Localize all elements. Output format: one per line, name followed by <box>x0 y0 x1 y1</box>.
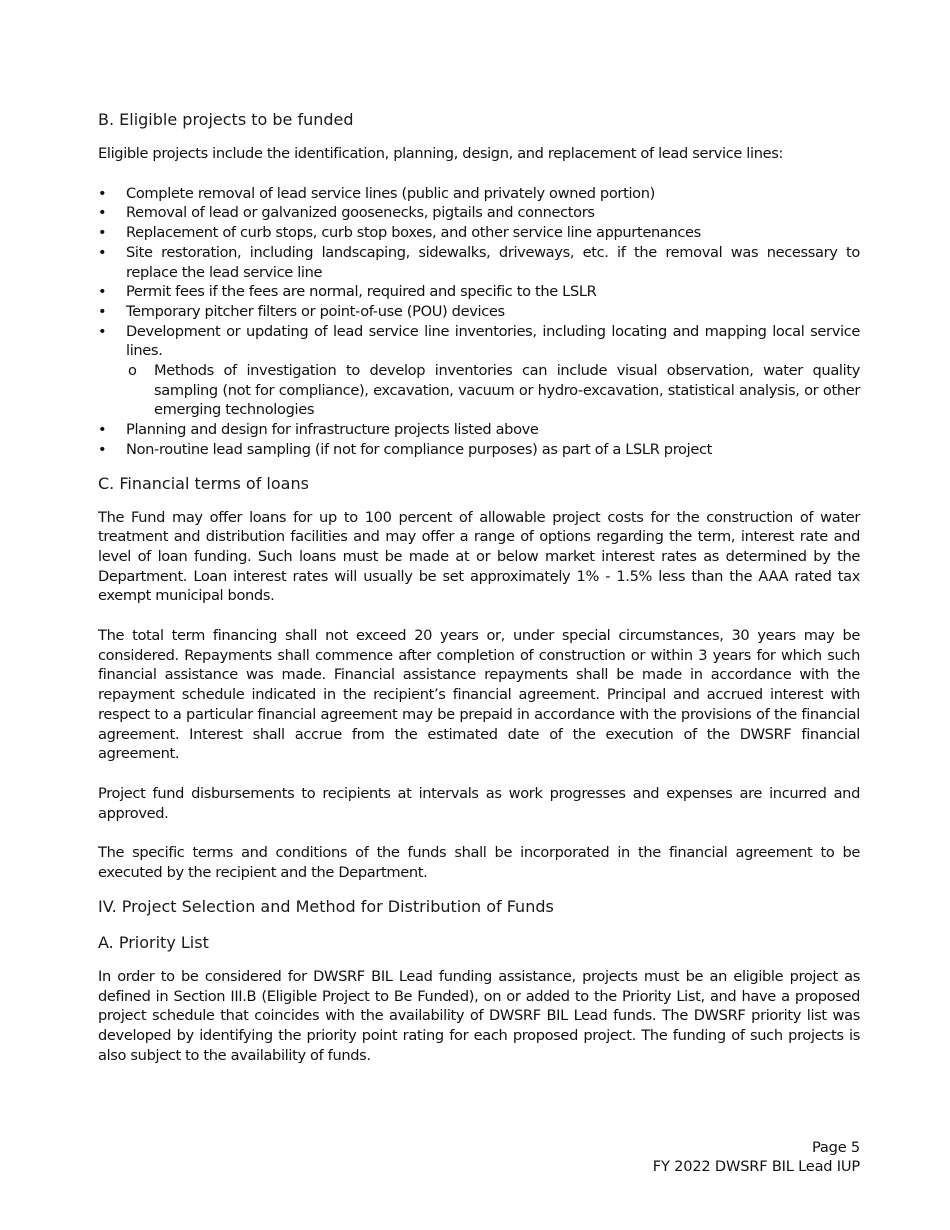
page-footer <box>653 1138 860 1176</box>
list-item: • Removal of lead or galvanized goosenecks, pigtails and connectors <box>98 203 860 223</box>
paragraph: The Fund may offer loans for up to 100 percent of allowable project costs for the construction of water treatment and distribution facilities and may offer a range of options regarding the term, interest rate and level of loan funding. Such loans must be made at or below market interest rates as determined by the Department. Loan interest rates will usually be set approximately 1% - 1.5% less than the AAA rated tax exempt municipal bonds. <box>98 508 860 605</box>
list-item: • Non-routine lead sampling (if not for compliance purposes) as part of a LSLR project <box>98 440 860 460</box>
list-item: • Temporary pitcher filters or point-of-use (POU) devices <box>98 302 860 322</box>
list-item: • Site restoration, including landscaping, sidewalks, driveways, etc. if the removal was necessary to replace the lead service line <box>98 243 860 282</box>
section-b-intro: Eligible projects include the identification, planning, design, and replacement of lead service lines: <box>98 145 784 162</box>
document-title: FY 2022 DWSRF BIL Lead IUP <box>652 1158 860 1175</box>
paragraph: The total term financing shall not exceed 20 years or, under special circumstances, 30 years may be considered. Repayments shall commence after completion of construction or within 3 years for which such financial assistance was made. Financial assistance repayments shall be made in accordance with the repayment schedule indicated in the recipient’s financial agreement. Principal and accrued interest with respect to a particular financial agreement may be prepaid in accordance with the provisions of the financial agreement. Interest shall accrue from the estimated date of the execution of the DWSRF financial agreement. <box>98 627 860 763</box>
list-item: • Replacement of curb stops, curb stop boxes, and other service line appurtenances <box>98 223 860 243</box>
list-item-text: Development or updating of lead service line inventories, including locating and mapping local service lines. <box>126 322 860 360</box>
section-a-heading: A. Priority List <box>98 932 209 952</box>
section-c-heading: C. Financial terms of loans <box>98 473 309 493</box>
document-page <box>98 108 860 1085</box>
paragraph: Project fund disbursements to recipients at intervals as work progresses and expenses are incurred and approved. <box>98 784 860 822</box>
sub-list-item: o Methods of investigation to develop inventories can include visual observation, water quality sampling (not for compliance), excavation, vacuum or hydro-excavation, statistical analysis, or other emerging technologies <box>126 361 860 420</box>
list-item: • Permit fees if the fees are normal, required and specific to the LSLR <box>98 282 860 302</box>
paragraph: The specific terms and conditions of the funds shall be incorporated in the financial agreement to be executed by the recipient and the Department. <box>98 844 860 882</box>
section-iv-heading: IV. Project Selection and Method for Distribution of Funds <box>98 896 554 916</box>
paragraph: In order to be considered for DWSRF BIL Lead funding assistance, projects must be an eligible project as defined in Section III.B (Eligible Project to Be Funded), on or added to the Priority List, and have a proposed project schedule that coincides with the availability of DWSRF BIL Lead funds. The DWSRF priority list was developed by identifying the priority point rating for each proposed project. The funding of such projects is also subject to the availability of funds. <box>98 967 860 1064</box>
list-item-inventories <box>98 322 860 421</box>
page-number: Page 5 <box>811 1139 860 1156</box>
eligible-projects-list <box>98 184 860 460</box>
section-b-heading: B. Eligible projects to be funded <box>98 110 354 129</box>
sub-list <box>126 361 860 420</box>
list-item: • Complete removal of lead service lines (public and privately owned portion) <box>98 184 860 204</box>
list-item: • Planning and design for infrastructure projects listed above <box>98 420 860 440</box>
